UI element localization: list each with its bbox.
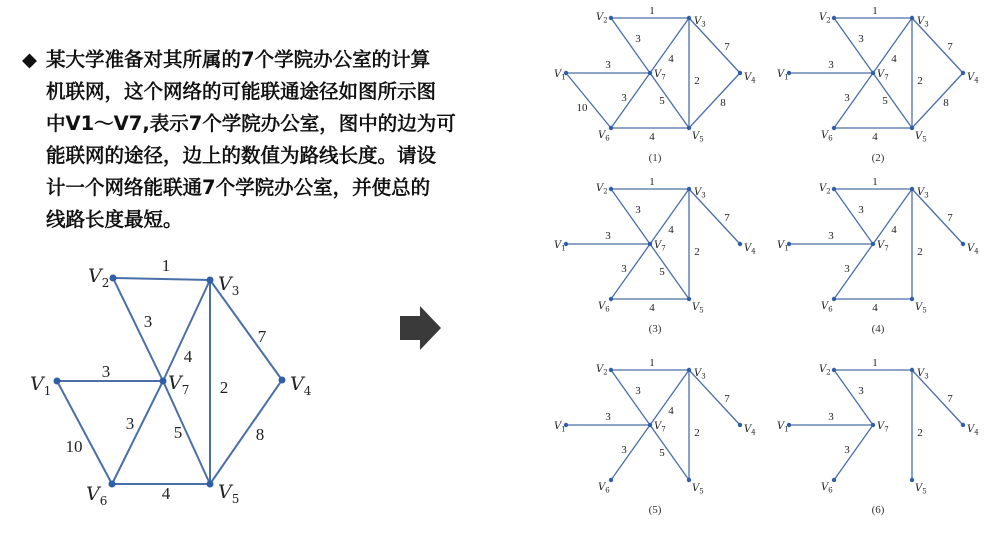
- step-edge-v2-v7: [611, 370, 650, 425]
- step-weight-v2-v3: 1: [649, 176, 655, 188]
- step-weight-v7-v6: 3: [621, 92, 627, 104]
- node-v3: [207, 277, 214, 284]
- weight-v1-v6: 10: [65, 437, 83, 456]
- step-label-v2: $V_2$: [596, 364, 608, 377]
- step-weight-v4-v5: 8: [943, 97, 949, 109]
- step-weight-v2-v7: 3: [635, 385, 641, 397]
- step-caption-3: (3): [648, 323, 662, 335]
- step-label-v6: $V_6$: [598, 482, 610, 495]
- step-edge-v2-v7: [611, 189, 650, 244]
- node-v5: [207, 481, 214, 488]
- step-label-v7: $V_7$: [654, 69, 666, 82]
- step-label-v4: $V_4$: [967, 243, 979, 256]
- problem-line-2: 机联网，这个网络的可能联通途径如图所示图: [46, 80, 437, 103]
- step-node-v4: [738, 242, 742, 246]
- step-weight-v1-v7: 3: [828, 411, 834, 423]
- step-weight-v3-v7: 4: [891, 53, 897, 65]
- step-node-v3: [910, 368, 914, 372]
- step-weight-v2-v3: 1: [872, 176, 878, 188]
- step-weight-v7-v5: 5: [659, 447, 665, 459]
- step-node-v6: [609, 478, 613, 482]
- step-label-v5: $V_5$: [692, 483, 704, 496]
- label-v1: $V_1$: [30, 373, 52, 398]
- step-label-v5: $V_5$: [692, 302, 704, 315]
- edge-v2-v3: [113, 278, 210, 280]
- node-v1: [54, 378, 61, 385]
- step-caption-6: (6): [871, 504, 885, 516]
- label-v6: $V_6$: [86, 483, 108, 508]
- step-node-v7: [648, 71, 652, 75]
- problem-line-4: 能联网的途径，边上的数值为路线长度。请设: [46, 144, 437, 167]
- label-v2: $V_2$: [88, 265, 110, 290]
- step-node-v2: [832, 16, 836, 20]
- step-caption-4: (4): [871, 323, 885, 335]
- weight-v2-v7: 3: [143, 312, 153, 331]
- step-edge-v7-v6: [611, 244, 650, 299]
- step-graph-1: [554, 5, 756, 164]
- weight-v7-v6: 3: [125, 414, 135, 433]
- step-label-v6: $V_6$: [598, 130, 610, 143]
- step-weight-v3-v4: 7: [724, 41, 730, 53]
- step-weight-v7-v6: 3: [844, 263, 850, 275]
- step-edge-v7-v6: [834, 244, 873, 299]
- step-caption-5: (5): [648, 504, 662, 516]
- step-weight-v2-v7: 3: [858, 33, 864, 45]
- step-weight-v3-v5: 2: [694, 75, 700, 87]
- step-node-v4: [961, 423, 965, 427]
- step-node-v7: [871, 71, 875, 75]
- step-label-v7: $V_7$: [877, 240, 889, 253]
- diamond-bullet-icon: ◆: [22, 48, 37, 71]
- node-v6: [109, 481, 116, 488]
- step-weight-v7-v6: 3: [844, 92, 850, 104]
- step-weight-v3-v4: 7: [947, 212, 953, 224]
- step-weight-v1-v7: 3: [828, 59, 834, 71]
- step-weight-v7-v6: 3: [621, 263, 627, 275]
- step-graph-5: [554, 357, 756, 516]
- step-weight-v3-v7: 4: [668, 405, 674, 417]
- step-label-v2: $V_2$: [819, 183, 831, 196]
- step-label-v4: $V_4$: [744, 424, 756, 437]
- step-label-v3: $V_3$: [694, 16, 706, 29]
- step-weight-v2-v3: 1: [872, 357, 878, 369]
- step-node-v2: [609, 368, 613, 372]
- step-weight-v2-v3: 1: [649, 357, 655, 369]
- step-weight-v1-v7: 3: [605, 411, 611, 423]
- step-label-v5: $V_5$: [915, 131, 927, 144]
- problem-line-5: 计一个网络能联通7个学院办公室，并使总的: [46, 176, 431, 199]
- node-v7: [160, 378, 167, 385]
- step-node-v3: [687, 187, 691, 191]
- step-edge-v7-v5: [873, 73, 912, 128]
- step-weight-v2-v3: 1: [649, 5, 655, 17]
- step-label-v5: $V_5$: [915, 302, 927, 315]
- step-weight-v1-v7: 3: [605, 230, 611, 242]
- step-node-v6: [609, 126, 613, 130]
- problem-line-6: 线路长度最短。: [46, 208, 183, 231]
- step-label-v1: $V_1$: [554, 421, 566, 434]
- step-label-v6: $V_6$: [598, 301, 610, 314]
- step-weight-v3-v4: 7: [724, 212, 730, 224]
- step-node-v6: [832, 297, 836, 301]
- step-weight-v3-v7: 4: [668, 224, 674, 236]
- step-edge-v7-v6: [611, 425, 650, 480]
- weight-v4-v5: 8: [255, 425, 265, 444]
- step-label-v6: $V_6$: [821, 482, 833, 495]
- step-label-v1: $V_1$: [777, 69, 789, 82]
- step-weight-v2-v7: 3: [858, 204, 864, 216]
- step-weight-v7-v5: 5: [659, 266, 665, 278]
- step-label-v5: $V_5$: [915, 483, 927, 496]
- weight-v3-v5: 2: [219, 378, 229, 397]
- node-v4: [279, 377, 286, 384]
- step-label-v7: $V_7$: [877, 421, 889, 434]
- step-weight-v2-v7: 3: [635, 204, 641, 216]
- step-node-v5: [910, 297, 914, 301]
- step-edge-v7-v5: [650, 73, 689, 128]
- step-label-v4: $V_4$: [744, 72, 756, 85]
- step-node-v5: [687, 126, 691, 130]
- step-weight-v3-v7: 4: [891, 224, 897, 236]
- weight-v3-v7: 4: [183, 347, 193, 366]
- step-label-v7: $V_7$: [877, 69, 889, 82]
- step-label-v1: $V_1$: [777, 240, 789, 253]
- weight-v7-v5: 5: [173, 423, 183, 442]
- step-label-v6: $V_6$: [821, 301, 833, 314]
- step-node-v2: [609, 187, 613, 191]
- step-graphs: [554, 5, 979, 516]
- step-node-v7: [871, 242, 875, 246]
- step-node-v2: [832, 187, 836, 191]
- problem-line-3: 中V1～V7,表示7个学院办公室，图中的边为可: [46, 112, 456, 135]
- edge-v2-v7: [113, 278, 163, 381]
- step-node-v6: [832, 126, 836, 130]
- problem-line-1: 某大学准备对其所属的7个学院办公室的计算: [46, 48, 431, 71]
- step-node-v7: [871, 423, 875, 427]
- step-edge-v7-v5: [650, 244, 689, 299]
- step-node-v5: [687, 297, 691, 301]
- step-node-v3: [910, 187, 914, 191]
- step-weight-v7-v6: 3: [621, 444, 627, 456]
- step-node-v6: [609, 297, 613, 301]
- step-node-v4: [961, 242, 965, 246]
- weight-v6-v5: 4: [161, 484, 171, 503]
- step-graph-4: [777, 176, 979, 335]
- step-weight-v6-v5: 4: [649, 131, 655, 143]
- step-label-v2: $V_2$: [596, 12, 608, 25]
- step-graph-6: [777, 357, 979, 516]
- step-label-v6: $V_6$: [821, 130, 833, 143]
- step-node-v4: [961, 71, 965, 75]
- step-weight-v7-v6: 3: [844, 444, 850, 456]
- step-label-v3: $V_3$: [917, 368, 929, 381]
- step-weight-v6-v5: 4: [872, 302, 878, 314]
- step-weight-v3-v4: 7: [947, 41, 953, 53]
- step-node-v5: [910, 478, 914, 482]
- step-weight-v3-v5: 2: [694, 427, 700, 439]
- edge-v7-v6: [112, 381, 163, 484]
- step-weight-v2-v3: 1: [872, 5, 878, 17]
- step-edge-v7-v5: [650, 425, 689, 480]
- step-label-v2: $V_2$: [819, 12, 831, 25]
- step-node-v4: [738, 71, 742, 75]
- step-label-v4: $V_4$: [967, 424, 979, 437]
- step-label-v5: $V_5$: [692, 131, 704, 144]
- step-weight-v7-v5: 5: [882, 95, 888, 107]
- weight-v2-v3: 1: [161, 256, 171, 275]
- step-label-v7: $V_7$: [654, 421, 666, 434]
- step-label-v1: $V_1$: [554, 240, 566, 253]
- step-label-v3: $V_3$: [694, 368, 706, 381]
- step-node-v5: [910, 126, 914, 130]
- step-edge-v7-v6: [611, 73, 650, 128]
- step-weight-v3-v4: 7: [724, 393, 730, 405]
- step-node-v2: [832, 368, 836, 372]
- step-label-v3: $V_3$: [917, 16, 929, 29]
- step-edge-v7-v6: [834, 73, 873, 128]
- step-node-v7: [648, 242, 652, 246]
- step-graph-3: [554, 176, 756, 335]
- step-label-v1: $V_1$: [554, 69, 566, 82]
- step-label-v1: $V_1$: [777, 421, 789, 434]
- step-label-v3: $V_3$: [694, 187, 706, 200]
- step-node-v5: [687, 478, 691, 482]
- step-weight-v7-v5: 5: [659, 95, 665, 107]
- step-weight-v6-v5: 4: [649, 302, 655, 314]
- step-caption-2: (2): [871, 152, 885, 164]
- label-v4: $V_4$: [290, 373, 312, 398]
- step-node-v7: [648, 423, 652, 427]
- step-weight-v3-v5: 2: [917, 427, 923, 439]
- step-edge-v2-v7: [834, 189, 873, 244]
- step-weight-v2-v7: 3: [635, 33, 641, 45]
- step-weight-v3-v5: 2: [694, 246, 700, 258]
- label-v5: $V_5$: [218, 481, 240, 506]
- weight-v3-v4: 7: [257, 327, 267, 346]
- step-label-v3: $V_3$: [917, 187, 929, 200]
- step-weight-v3-v7: 4: [668, 53, 674, 65]
- step-weight-v1-v7: 3: [828, 230, 834, 242]
- step-label-v4: $V_4$: [967, 72, 979, 85]
- step-edge-v2-v7: [834, 18, 873, 73]
- step-node-v3: [687, 368, 691, 372]
- step-caption-1: (1): [648, 152, 662, 164]
- step-label-v2: $V_2$: [596, 183, 608, 196]
- step-weight-v3-v4: 7: [947, 393, 953, 405]
- step-weight-v4-v5: 8: [720, 97, 726, 109]
- step-edge-v2-v7: [611, 18, 650, 73]
- step-label-v7: $V_7$: [654, 240, 666, 253]
- label-v3: $V_3$: [218, 273, 240, 298]
- weight-v1-v7: 3: [101, 362, 111, 381]
- main-graph: [30, 256, 312, 508]
- step-weight-v1-v6: 10: [576, 102, 588, 114]
- step-node-v3: [687, 16, 691, 20]
- step-weight-v3-v5: 2: [917, 246, 923, 258]
- step-graph-2: [777, 5, 979, 164]
- step-node-v6: [832, 478, 836, 482]
- edge-v1-v6: [57, 381, 112, 484]
- edge-v3-v4: [210, 280, 282, 380]
- step-edge-v1-v6: [566, 73, 611, 128]
- node-v2: [110, 275, 117, 282]
- label-v7: $V_7$: [168, 372, 190, 397]
- step-weight-v1-v7: 3: [605, 59, 611, 71]
- step-weight-v6-v5: 4: [872, 131, 878, 143]
- step-label-v2: $V_2$: [819, 364, 831, 377]
- right-arrow-icon: [400, 306, 441, 350]
- step-node-v2: [609, 16, 613, 20]
- step-weight-v2-v7: 3: [858, 385, 864, 397]
- step-edge-v2-v7: [834, 370, 873, 425]
- step-node-v4: [738, 423, 742, 427]
- step-weight-v3-v5: 2: [917, 75, 923, 87]
- step-node-v3: [910, 16, 914, 20]
- step-edge-v7-v6: [834, 425, 873, 480]
- step-label-v4: $V_4$: [744, 243, 756, 256]
